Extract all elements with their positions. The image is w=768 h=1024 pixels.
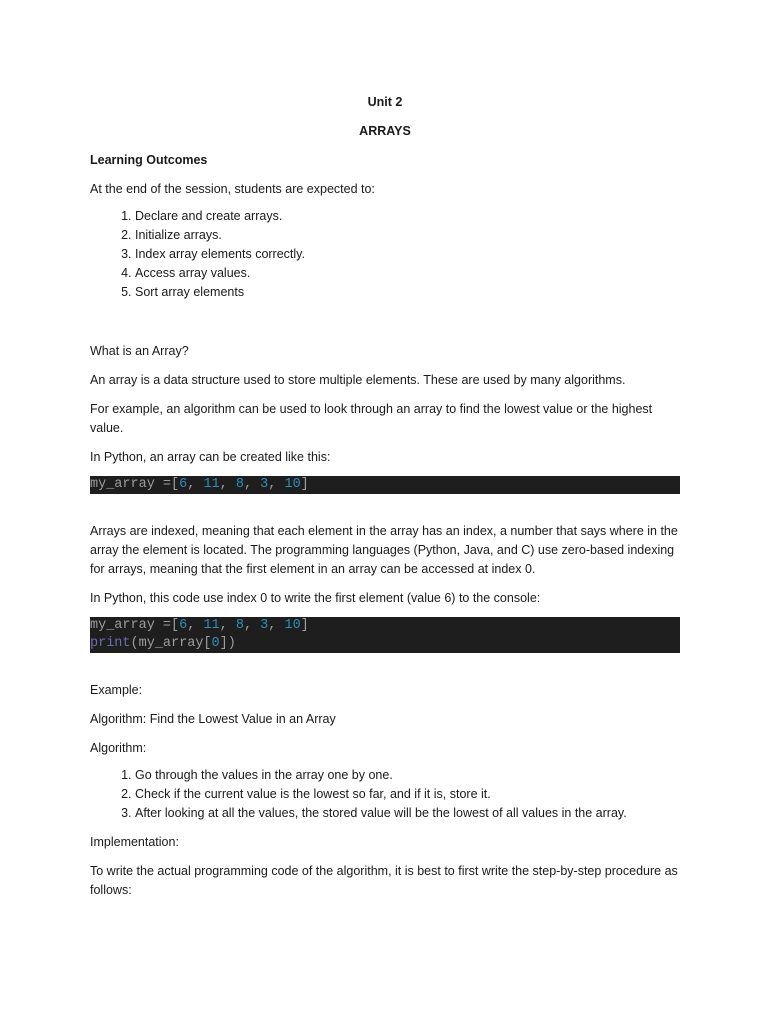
section-heading-what-is-array: What is an Array? (90, 344, 189, 358)
code-number: 6 (179, 477, 188, 492)
code-call: (my_array[ (130, 636, 212, 651)
paragraph-example: For example, an algorithm can be used to look through an array to find the lowest value or the highest value. (90, 402, 653, 435)
list-item: 1. Declare and create arrays. (135, 207, 680, 226)
code-line: my_array =[6, 11, 8, 3, 10] (90, 477, 309, 492)
code-number: 3 (260, 618, 269, 633)
code-number: 3 (260, 477, 269, 492)
code-line (90, 635, 680, 653)
outcomes-list (90, 207, 680, 302)
code-number: 0 (211, 636, 220, 651)
code-number: 10 (284, 618, 301, 633)
list-item: 3. After looking at all the values, the stored value will be the lowest of all values in the array. (135, 804, 680, 823)
code-bracket: ] (300, 618, 309, 633)
implementation-label: Implementation: (90, 835, 179, 849)
code-number: 10 (284, 477, 301, 492)
code-identifier: my_array =[ (90, 618, 180, 633)
code-number: 8 (235, 477, 244, 492)
list-item: 2. Initialize arrays. (135, 226, 680, 245)
outcomes-heading: Learning Outcomes (90, 153, 208, 167)
code-keyword: print (90, 636, 131, 651)
paragraph-procedure: To write the actual programming code of the algorithm, it is best to first write the step-by-step procedure as follows: (90, 864, 678, 897)
spacer (90, 302, 680, 332)
paragraph-definition: An array is a data structure used to store multiple elements. These are used by many algorithms. (90, 373, 626, 387)
list-item: 1. Go through the values in the array one by one. (135, 766, 680, 785)
paragraph-index-zero: In Python, this code use index 0 to write the first element (value 6) to the console: (90, 591, 541, 605)
code-block-print-first (90, 617, 680, 653)
code-number: 6 (179, 618, 188, 633)
outcomes-intro: At the end of the session, students are expected to: (90, 182, 375, 196)
list-item: 5. Sort array elements (135, 283, 680, 302)
algorithm-label: Algorithm: (90, 741, 147, 755)
code-number: 11 (203, 618, 220, 633)
list-item: 3. Index array elements correctly. (135, 245, 680, 264)
code-bracket: ] (300, 477, 309, 492)
example-label: Example: (90, 683, 143, 697)
list-item: 2. Check if the current value is the lowest so far, and if it is, store it. (135, 785, 680, 804)
list-item: 4. Access array values. (135, 264, 680, 283)
code-block-create-array (90, 476, 680, 494)
code-number: 11 (203, 477, 220, 492)
document-content (90, 90, 680, 900)
unit-label: Unit 2 (367, 95, 403, 109)
paragraph-indexing: Arrays are indexed, meaning that each element in the array has an index, a number that says where in the array the element is located. The programming languages (Python, Java, and C) use zero-based indexing for arrays, meaning that the first element in an array can be accessed at index 0. (90, 524, 678, 576)
algorithm-title: Algorithm: Find the Lowest Value in an Array (90, 712, 336, 726)
document-title: ARRAYS (359, 124, 411, 138)
code-line: my_array =[6, 11, 8, 3, 10] (90, 618, 309, 633)
code-identifier: my_array =[ (90, 477, 180, 492)
paragraph-python-intro: In Python, an array can be created like this: (90, 450, 331, 464)
code-number: 8 (235, 618, 244, 633)
algorithm-steps-list (90, 766, 680, 823)
code-call-close: ]) (219, 636, 236, 651)
